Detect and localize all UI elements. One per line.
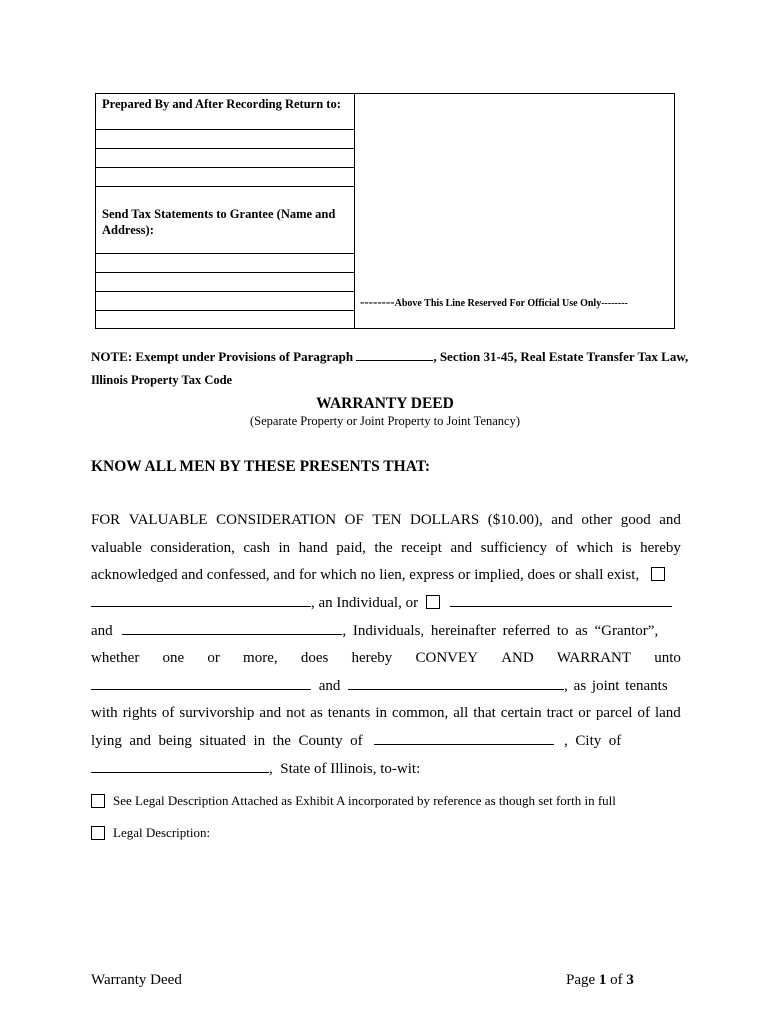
word: unto	[654, 650, 681, 666]
body-line-7-and: and	[318, 678, 341, 694]
grantee-line-1[interactable]	[95, 253, 354, 254]
word: as	[310, 705, 323, 721]
exhibit-option	[91, 793, 616, 809]
grantee-line-2[interactable]	[95, 272, 354, 273]
body-line-5-text: , Individuals, hereinafter referred to as “Grantor”,	[342, 623, 659, 639]
word: of	[161, 705, 175, 721]
grantor-name-blank-3[interactable]	[122, 620, 342, 635]
word: land	[654, 705, 681, 721]
tax-statements-label-line1: Send Tax Statements to Grantee (Name and	[102, 207, 336, 221]
word: all	[453, 705, 469, 721]
body-line-7-text: , as joint tenants	[564, 678, 668, 694]
body-line-7	[91, 675, 681, 695]
word: VALUABLE	[128, 512, 208, 528]
grantee-line-4[interactable]	[95, 310, 354, 311]
word: in	[375, 705, 387, 721]
word: and	[259, 705, 282, 721]
body-line-3-text: acknowledged and confessed, and for which no lien, express or implied, does or shall exist,	[91, 567, 640, 583]
exemption-note	[91, 349, 688, 365]
word: and	[450, 540, 473, 556]
recording-box-left-column	[95, 93, 355, 329]
page-total: 3	[626, 972, 634, 988]
grantee-name-blank-1[interactable]	[91, 675, 311, 690]
word: OF	[344, 512, 364, 528]
exhibit-checkbox[interactable]	[91, 794, 105, 808]
word: that	[473, 705, 496, 721]
word: one	[162, 650, 185, 666]
body-line-9	[91, 730, 681, 750]
word: valuable	[91, 540, 142, 556]
legal-description-checkbox[interactable]	[91, 826, 105, 840]
prepared-by-label: Prepared By and After Recording Return to:	[102, 97, 341, 111]
word: does	[300, 650, 329, 666]
word: AND	[501, 650, 534, 666]
return-to-line-1[interactable]	[95, 129, 354, 130]
word: rights	[122, 705, 157, 721]
official-use-dashes: --------	[360, 294, 395, 309]
word: is	[621, 540, 632, 556]
word: FOR	[91, 512, 121, 528]
word: not	[286, 705, 306, 721]
word: other	[581, 512, 613, 528]
word: CONSIDERATION	[216, 512, 337, 528]
word: or	[207, 650, 220, 666]
page-current: 1	[598, 972, 607, 988]
word: hereby	[351, 650, 393, 666]
word: hand	[298, 540, 328, 556]
exhibit-option-label: See Legal Description Attached as Exhibit A incorporated by reference as though set forth in full	[113, 793, 616, 808]
know-all-heading: KNOW ALL MEN BY THESE PRESENTS THAT:	[91, 458, 431, 475]
word: the	[374, 540, 393, 556]
word: and	[551, 512, 573, 528]
word: certain	[500, 705, 542, 721]
word: and	[659, 512, 681, 528]
word: with	[91, 705, 118, 721]
word: or	[578, 705, 591, 721]
footer-page-number	[566, 972, 634, 989]
word: consideration,	[150, 540, 235, 556]
word: tenants	[327, 705, 371, 721]
document-subtitle: (Separate Property or Joint Property to Joint Tenancy)	[249, 414, 520, 428]
body-line-10-text: , State of Illinois, to-wit:	[269, 761, 421, 777]
of-word: of	[606, 972, 627, 988]
legal-description-option	[91, 825, 210, 841]
word: hereby	[640, 540, 681, 556]
word: paid,	[336, 540, 366, 556]
word: good	[620, 512, 651, 528]
paragraph-blank[interactable]	[356, 349, 433, 361]
word: CONVEY	[415, 650, 478, 666]
grantor-name-blank-1[interactable]	[91, 592, 311, 607]
word: of	[637, 705, 650, 721]
body-line-6	[91, 648, 681, 668]
official-use-text: Above This Line Reserved For Official Use Only--------	[394, 298, 628, 309]
city-blank[interactable]	[91, 758, 269, 773]
word: whether	[91, 650, 140, 666]
legal-description-label: Legal Description:	[113, 825, 211, 840]
official-use-notice	[360, 294, 628, 310]
word: receipt	[401, 540, 442, 556]
body-line-2	[91, 538, 681, 558]
county-blank[interactable]	[374, 730, 554, 745]
body-line-1	[91, 510, 681, 530]
grantor-name-blank-2[interactable]	[450, 592, 672, 607]
grantee-name-blank-2[interactable]	[348, 675, 564, 690]
body-line-8	[91, 703, 681, 723]
note-part1: NOTE: Exempt under Provisions of Paragraph	[91, 349, 357, 364]
body-line-5	[91, 620, 681, 640]
page-word: Page	[566, 972, 599, 988]
word: sufficiency	[480, 540, 547, 556]
word: more,	[243, 650, 278, 666]
word: parcel	[595, 705, 633, 721]
word: common,	[392, 705, 449, 721]
word: of	[555, 540, 568, 556]
word: cash	[243, 540, 270, 556]
body-line-9-city: , City of	[564, 733, 622, 749]
word: WARRANT	[556, 650, 632, 666]
grantor-checkbox-2[interactable]	[426, 595, 440, 609]
word: ($10.00),	[487, 512, 543, 528]
grantee-line-3[interactable]	[95, 291, 354, 292]
note-line2: Illinois Property Tax Code	[91, 373, 233, 387]
word: survivorship	[179, 705, 255, 721]
word: tract	[546, 705, 574, 721]
return-to-line-4[interactable]	[95, 186, 354, 187]
word: DOLLARS	[410, 512, 480, 528]
document-title: WARRANTY DEED	[316, 395, 454, 412]
grantor-checkbox-1[interactable]	[651, 567, 665, 581]
word: which	[576, 540, 614, 556]
body-line-10	[91, 758, 681, 778]
return-to-line-3[interactable]	[95, 167, 354, 168]
body-line-4-text: , an Individual, or	[311, 595, 419, 611]
tax-statements-label-line2: Address):	[102, 223, 154, 237]
word: TEN	[372, 512, 402, 528]
footer-doc-name: Warranty Deed	[91, 972, 182, 988]
word: in	[278, 540, 291, 556]
body-line-4	[91, 592, 681, 612]
return-to-line-2[interactable]	[95, 148, 354, 149]
note-part2: , Section 31-45, Real Estate Transfer Tax Law,	[433, 349, 689, 364]
body-line-3	[91, 565, 681, 585]
body-line-9-text: lying and being situated in the County of	[91, 733, 363, 749]
body-line-5-and: and	[91, 623, 113, 639]
